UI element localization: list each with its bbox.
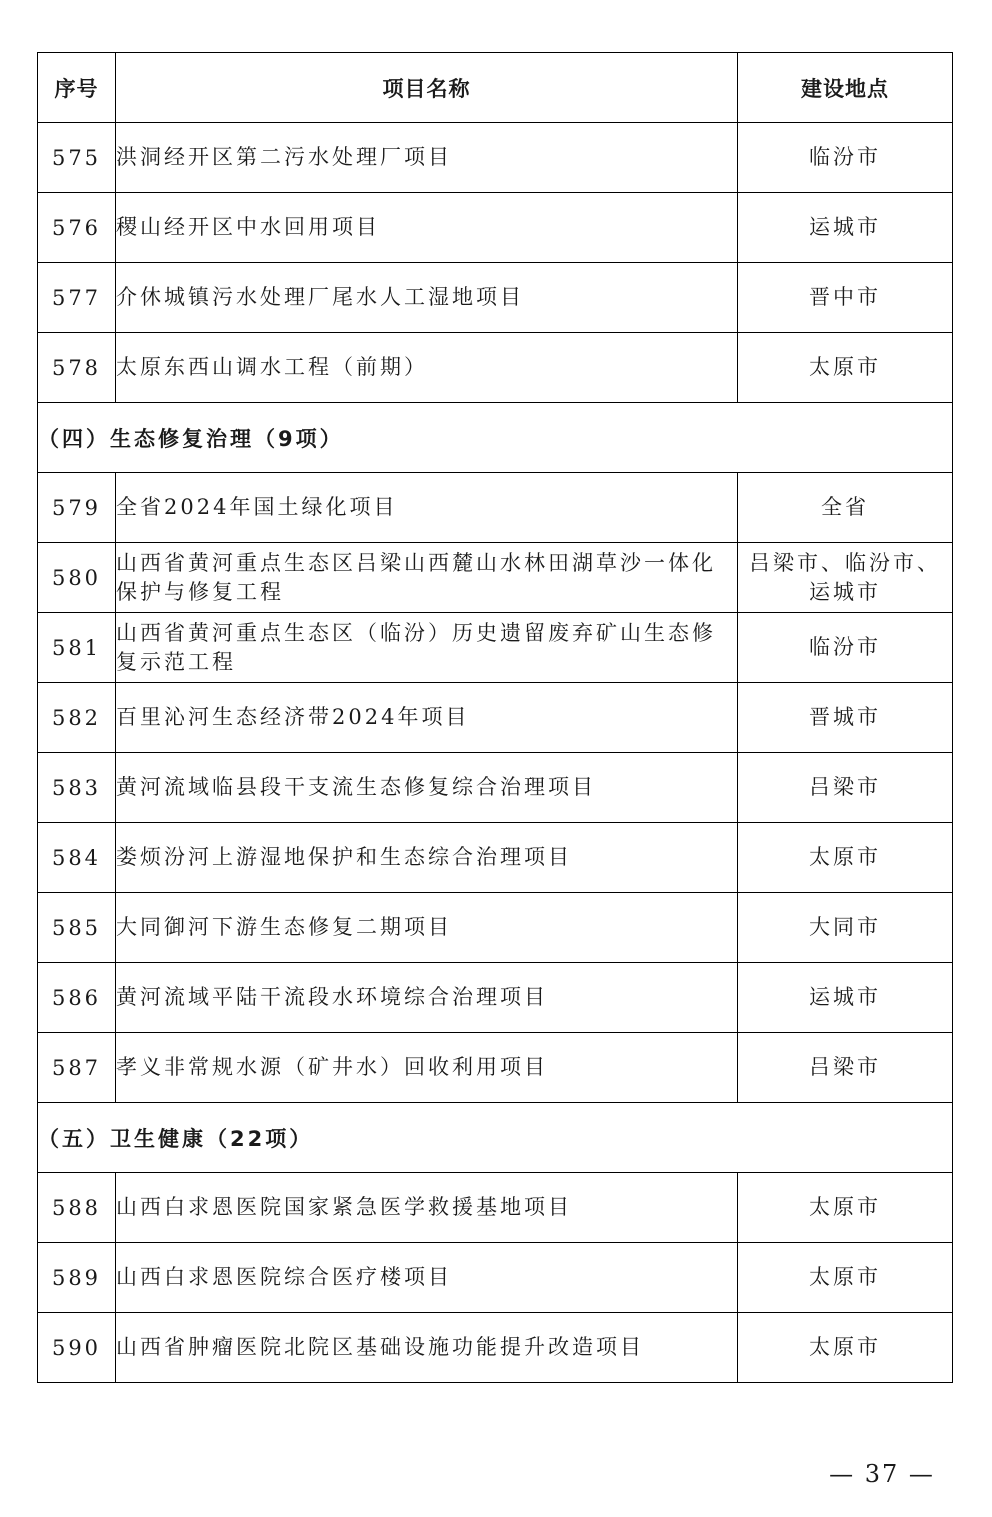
row-index: 586 — [38, 963, 116, 1033]
section-row — [38, 1103, 953, 1173]
row-location: 太原市 — [738, 1313, 953, 1383]
row-index: 580 — [38, 543, 116, 613]
row-location: 全省 — [738, 473, 953, 543]
row-location: 太原市 — [738, 1173, 953, 1243]
table-row — [38, 893, 953, 963]
row-name: 孝义非常规水源（矿井水）回收利用项目 — [116, 1033, 738, 1103]
row-name: 山西省黄河重点生态区（临汾）历史遗留废弃矿山生态修复示范工程 — [116, 613, 738, 683]
table-row — [38, 123, 953, 193]
header-location: 建设地点 — [738, 53, 953, 123]
row-location: 吕梁市 — [738, 753, 953, 823]
table-row — [38, 753, 953, 823]
table-header-row — [38, 53, 953, 123]
row-location: 吕梁市 — [738, 1033, 953, 1103]
row-name: 山西省黄河重点生态区吕梁山西麓山水林田湖草沙一体化保护与修复工程 — [116, 543, 738, 613]
table-row — [38, 1243, 953, 1313]
row-index: 582 — [38, 683, 116, 753]
row-location: 太原市 — [738, 333, 953, 403]
row-location: 吕梁市、临汾市、运城市 — [738, 543, 953, 613]
row-name: 娄烦汾河上游湿地保护和生态综合治理项目 — [116, 823, 738, 893]
row-name: 山西白求恩医院综合医疗楼项目 — [116, 1243, 738, 1313]
section-row — [38, 403, 953, 473]
row-index: 575 — [38, 123, 116, 193]
project-table — [37, 52, 953, 1383]
table-row — [38, 683, 953, 753]
table-row — [38, 1173, 953, 1243]
row-name: 大同御河下游生态修复二期项目 — [116, 893, 738, 963]
section-title: （五）卫生健康（22项） — [38, 1103, 953, 1173]
table-row — [38, 263, 953, 333]
row-index: 587 — [38, 1033, 116, 1103]
row-location: 运城市 — [738, 193, 953, 263]
row-index: 579 — [38, 473, 116, 543]
row-location: 太原市 — [738, 823, 953, 893]
row-name: 山西省肿瘤医院北院区基础设施功能提升改造项目 — [116, 1313, 738, 1383]
row-location: 运城市 — [738, 963, 953, 1033]
table-row — [38, 333, 953, 403]
row-location: 临汾市 — [738, 613, 953, 683]
table-row — [38, 473, 953, 543]
row-name: 洪洞经开区第二污水处理厂项目 — [116, 123, 738, 193]
row-index: 584 — [38, 823, 116, 893]
row-location: 临汾市 — [738, 123, 953, 193]
row-index: 577 — [38, 263, 116, 333]
table-row — [38, 193, 953, 263]
table-row — [38, 1313, 953, 1383]
row-name: 太原东西山调水工程（前期） — [116, 333, 738, 403]
row-name: 稷山经开区中水回用项目 — [116, 193, 738, 263]
row-index: 588 — [38, 1173, 116, 1243]
row-location: 太原市 — [738, 1243, 953, 1313]
row-index: 583 — [38, 753, 116, 823]
header-name: 项目名称 — [116, 53, 738, 123]
row-index: 576 — [38, 193, 116, 263]
table-row — [38, 823, 953, 893]
section-title: （四）生态修复治理（9项） — [38, 403, 953, 473]
row-location: 大同市 — [738, 893, 953, 963]
row-name: 黄河流域临县段干支流生态修复综合治理项目 — [116, 753, 738, 823]
table-row — [38, 1033, 953, 1103]
row-index: 589 — [38, 1243, 116, 1313]
row-location: 晋中市 — [738, 263, 953, 333]
table-row — [38, 963, 953, 1033]
row-name: 全省2024年国土绿化项目 — [116, 473, 738, 543]
row-name: 山西白求恩医院国家紧急医学救援基地项目 — [116, 1173, 738, 1243]
row-name: 介休城镇污水处理厂尾水人工湿地项目 — [116, 263, 738, 333]
table-row — [38, 543, 953, 613]
header-index: 序号 — [38, 53, 116, 123]
row-index: 581 — [38, 613, 116, 683]
page-number: — 37 — — [829, 1460, 935, 1488]
table-row — [38, 613, 953, 683]
row-index: 590 — [38, 1313, 116, 1383]
row-name: 黄河流域平陆干流段水环境综合治理项目 — [116, 963, 738, 1033]
row-location: 晋城市 — [738, 683, 953, 753]
row-index: 578 — [38, 333, 116, 403]
row-index: 585 — [38, 893, 116, 963]
row-name: 百里沁河生态经济带2024年项目 — [116, 683, 738, 753]
